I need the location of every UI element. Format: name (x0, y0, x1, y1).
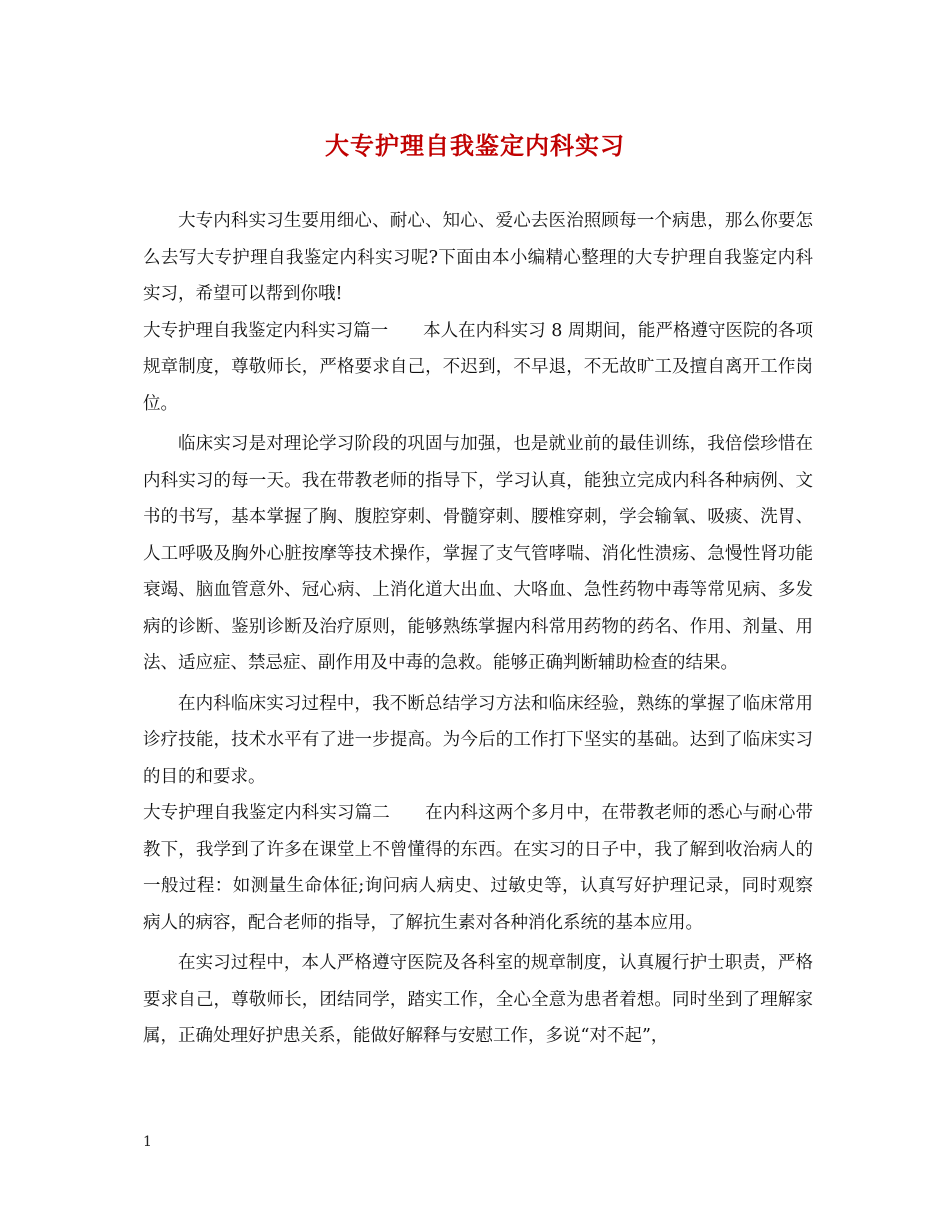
internal-medicine-summary-paragraph: 在内科临床实习过程中，我不断总结学习方法和临床经验，熟练的掌握了临床常用诊疗技能，技术水平有了进一步提高。为今后的工作打下坚实的基础。达到了临床实习的目的和要求。 (143, 693, 813, 787)
intro-paragraph: 大专内科实习生要用细心、耐心、知心、爱心去医治照顾每一个病患，那么你要怎么去写大专护理自我鉴定内科实习呢?下面由本小编精心整理的大专护理自我鉴定内科实习，希望可以帮到你哦! (143, 211, 813, 304)
document-body (143, 203, 813, 1055)
section-two-paragraph: 大专护理自我鉴定内科实习篇二 在内科这两个多月中，在带教老师的悉心与耐心带教下，我学到了许多在课堂上不曾懂得的东西。在实习的日子中，我了解到收治病人的一般过程：如测量生命体征;询问病人病史、过敏史等，认真写好护理记录，同时观察病人的病容，配合老师的指导，了解抗生素对各种消化系统的基本应用。 (143, 803, 813, 933)
conduct-paragraph: 在实习过程中，本人严格遵守医院及各科室的规章制度，认真履行护士职责，严格要求自己，尊敬师长，团结同学，踏实工作，全心全意为患者着想。同时坐到了理解家属，正确处理好护患关系，能做好解释与安慰工作，多说“对不起”， (143, 953, 813, 1046)
section-one-paragraph: 大专护理自我鉴定内科实习篇一 本人在内科实习 8 周期间，能严格遵守医院的各项规章制度，尊敬师长，严格要求自己，不迟到，不早退，不无故旷工及擅自离开工作岗位。 (143, 320, 813, 414)
page-number: 1 (143, 1134, 152, 1150)
document-title: 大专护理自我鉴定内科实习 (325, 131, 625, 160)
clinical-practice-paragraph: 临床实习是对理论学习阶段的巩固与加强，也是就业前的最佳训练，我倍偿珍惜在内科实习的每一天。我在带教老师的指导下，学习认真，能独立完成内科各种病例、文书的书写，基本掌握了胸、腹腔穿刺、骨髓穿刺、腰椎穿刺，学会输氧、吸痰、洗胃、人工呼吸及胸外心脏按摩等技术操作，掌握了支气管哮喘、消化性溃疡、急慢性肾功能衰竭、脑血管意外、冠心病、上消化道大出血、大咯血、急性药物中毒等常见病、多发病的诊断、鉴别诊断及治疗原则，能够熟练掌握内科常用药物的药名、作用、剂量、用法、适应症、禁忌症、副作用及中毒的急救。能够正确判断辅助检查的结果。 (143, 434, 813, 673)
